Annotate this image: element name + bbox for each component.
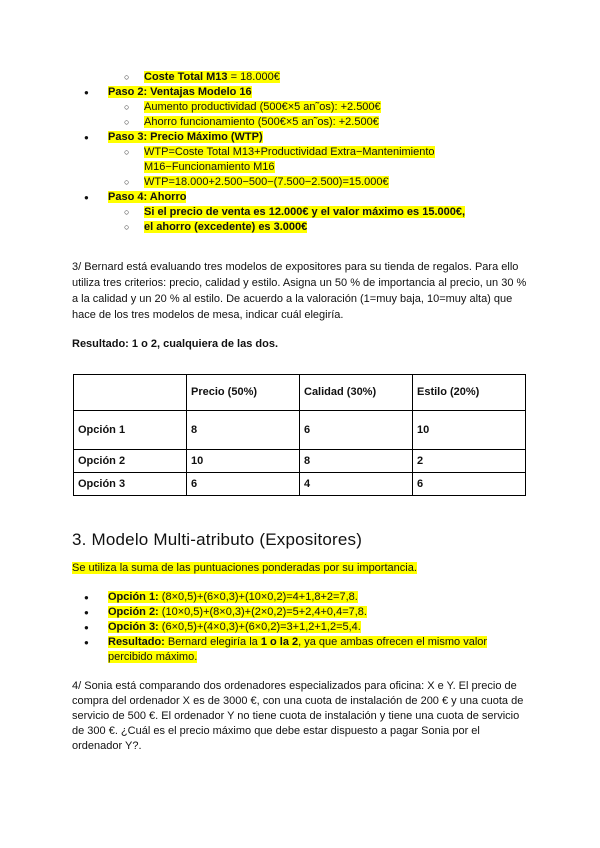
question-4-text: 4/ Sonia está comparando dos ordenadores especializados para oficina: X e Y. El precio de compra del ordenador X es de 3000 €, con una cuota de instalación de 200 € y una cuota de servicio de 500 €. El ordenador Y no tiene cuota de instalación y tiene una cuota de servicio de 300 €. ¿Cuál es el precio máximo que debe estar dispuesto a pagar Sonia por el ordenador Y?. [72, 680, 524, 752]
list-item: ○ Coste Total M13 = 18.000€ [72, 70, 528, 85]
section-3-list [72, 590, 528, 665]
table-cell: 2 [413, 450, 526, 473]
list-item: ● Opción 2: (10×0,5)+(8×0,3)+(2×0,2)=5+2,4+0,4=7,8. [72, 605, 528, 620]
table-cell: 8 [300, 450, 413, 473]
table-cell: 8 [187, 411, 300, 450]
list-item: ○ WTP=Coste Total M13+Productividad Extra−Mantenimiento M16−Funcionamiento M16 [72, 145, 528, 175]
table-row [74, 473, 526, 496]
list-item: ● Paso 3: Precio Máximo (WTP) [72, 130, 528, 145]
list-item: ● Opción 1: (8×0,5)+(6×0,3)+(10×0,2)=4+1,8+2=7,8. [72, 590, 528, 605]
table-cell: 4 [300, 473, 413, 496]
table-cell: 6 [300, 411, 413, 450]
table-cell: Opción 1 [74, 411, 187, 450]
list-item: ○ Ahorro funcionamiento (500€×5 an˜os): +2.500€ [72, 115, 528, 130]
table-cell: 6 [413, 473, 526, 496]
ratings-table [73, 374, 526, 496]
table-row [74, 411, 526, 450]
list-item: ● Paso 2: Ventajas Modelo 16 [72, 85, 528, 100]
list-item: ● Opción 3: (6×0,5)+(4×0,3)+(6×0,2)=3+1,2+1,2=5,4. [72, 620, 528, 635]
table-cell: 10 [187, 450, 300, 473]
table-cell: Opción 2 [74, 450, 187, 473]
solution-steps-list [72, 70, 528, 235]
question-3-text: 3/ Bernard está evaluando tres modelos de expositores para su tienda de regalos. Para ello utiliza tres criterios: precio, calidad y estilo. Asigna un 50 % de importancia al precio, un 30 % a la calidad y un 20 % al estilo. De acuerdo a la valoración (1=muy baja, 10=muy alta) que hace de los tres modelos de mesa, indicar cuál elegiría. [72, 261, 527, 321]
table-header-row [74, 375, 526, 411]
table-header-cell: Estilo (20%) [413, 375, 526, 411]
table-cell: 6 [187, 473, 300, 496]
question-3-result: Resultado: 1 o 2, cualquiera de las dos. [72, 338, 279, 350]
list-item: ● Paso 4: Ahorro [72, 190, 528, 205]
list-item: ○ Aumento productividad (500€×5 an˜os): +2.500€ [72, 100, 528, 115]
list-item: ○ Si el precio de venta es 12.000€ y el valor máximo es 15.000€, [72, 205, 528, 220]
section-3-intro: Se utiliza la suma de las puntuaciones ponderadas por su importancia. [72, 562, 417, 574]
list-item: ○ el ahorro (excedente) es 3.000€ [72, 220, 528, 235]
table-header-cell: Precio (50%) [187, 375, 300, 411]
table-cell: 10 [413, 411, 526, 450]
section-3-heading: 3. Modelo Multi-atributo (Expositores) [72, 530, 363, 549]
document-page [72, 70, 528, 754]
list-item: ○ WTP=18.000+2.500−500−(7.500−2.500)=15.000€ [72, 175, 528, 190]
table-header-cell [74, 375, 187, 411]
table-cell: Opción 3 [74, 473, 187, 496]
table-header-cell: Calidad (30%) [300, 375, 413, 411]
table-row [74, 450, 526, 473]
list-item: ● Resultado: Bernard elegiría la 1 o la 2, ya que ambas ofrecen el mismo valor percibido máximo. [72, 635, 528, 665]
